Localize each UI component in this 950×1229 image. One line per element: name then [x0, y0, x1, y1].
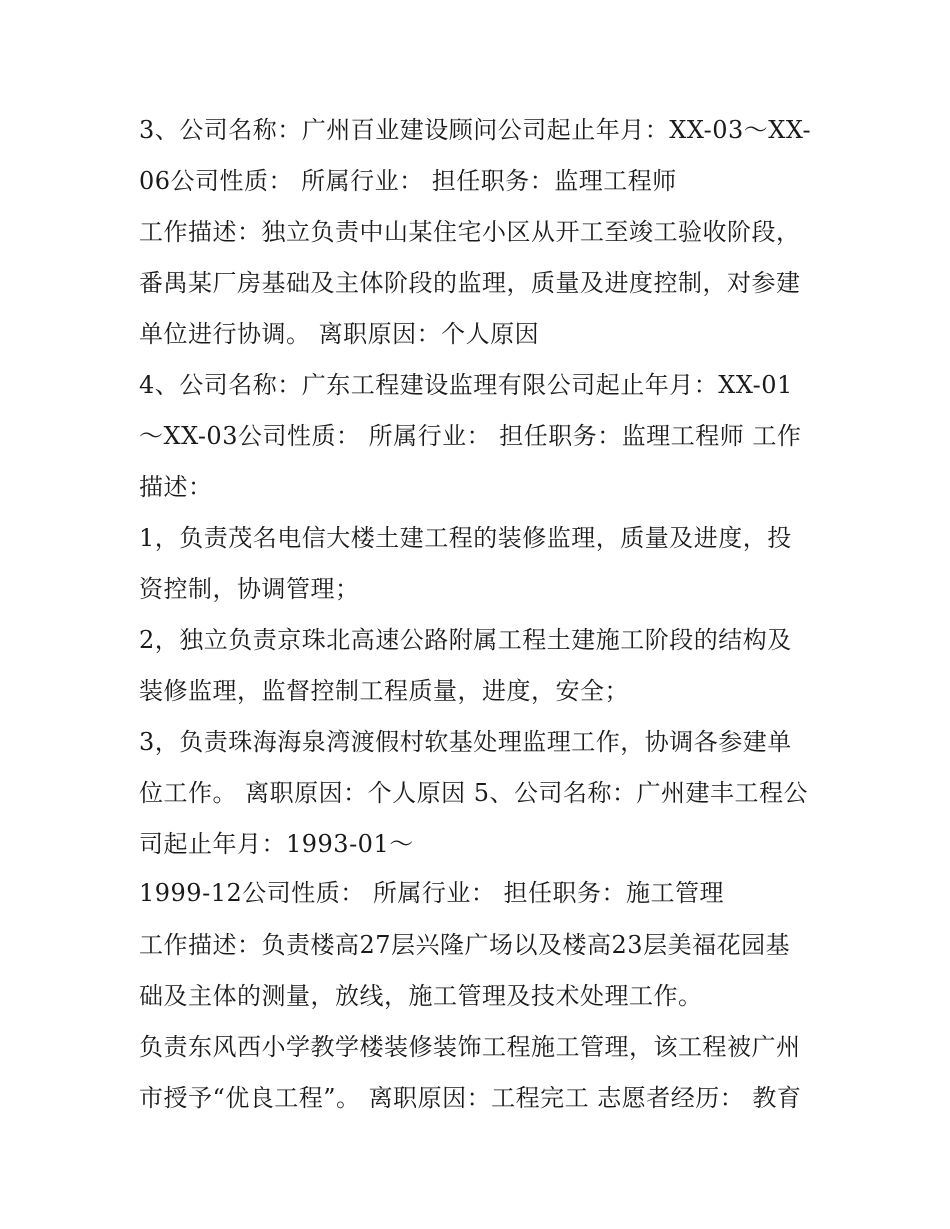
text-line: 工作描述：负责楼高27层兴隆广场以及楼高23层美福花园基	[139, 931, 791, 959]
text-line: 3、公司名称：广州百业建设顾问公司起止年月：XX-03～XX-	[139, 116, 812, 144]
text-line: 位工作。 离职原因：个人原因 5、公司名称：广州建丰工程公	[139, 779, 809, 807]
text-line: 06公司性质： 所属行业： 担任职务：监理工程师	[139, 167, 677, 195]
text-line: 4、公司名称：广东工程建设监理有限公司起止年月：XX-01	[139, 371, 793, 399]
text-line: 础及主体的测量，放线，施工管理及技术处理工作。	[139, 982, 703, 1010]
text-line: 司起止年月：1993-01～	[139, 830, 414, 858]
text-line: 1，负责茂名电信大楼土建工程的装修监理，质量及进度，投	[139, 524, 792, 552]
text-line: 负责东风西小学教学楼装修装饰工程施工管理，该工程被广州	[139, 1033, 801, 1061]
text-line: 1999-12公司性质： 所属行业： 担任职务：施工管理	[139, 879, 724, 907]
text-line: 市授予“优良工程”。 离职原因：工程完工 志愿者经历： 教育	[139, 1084, 802, 1112]
text-line: 资控制，协调管理；	[139, 575, 360, 603]
text-line: 2，独立负责京珠北高速公路附属工程土建施工阶段的结构及	[139, 626, 792, 654]
text-line: 3，负责珠海海泉湾渡假村软基处理监理工作，协调各参建单	[139, 728, 792, 756]
text-line: ～XX-03公司性质： 所属行业： 担任职务：监理工程师 工作	[139, 422, 802, 450]
text-line: 描述：	[139, 473, 213, 501]
text-line: 番禺某厂房基础及主体阶段的监理，质量及进度控制，对参建	[139, 269, 801, 297]
text-line: 单位进行协调。 离职原因：个人原因	[139, 320, 540, 348]
text-line: 工作描述：独立负责中山某住宅小区从开工至竣工验收阶段，	[139, 218, 801, 246]
text-line: 装修监理，监督控制工程质量，进度，安全；	[139, 677, 629, 705]
